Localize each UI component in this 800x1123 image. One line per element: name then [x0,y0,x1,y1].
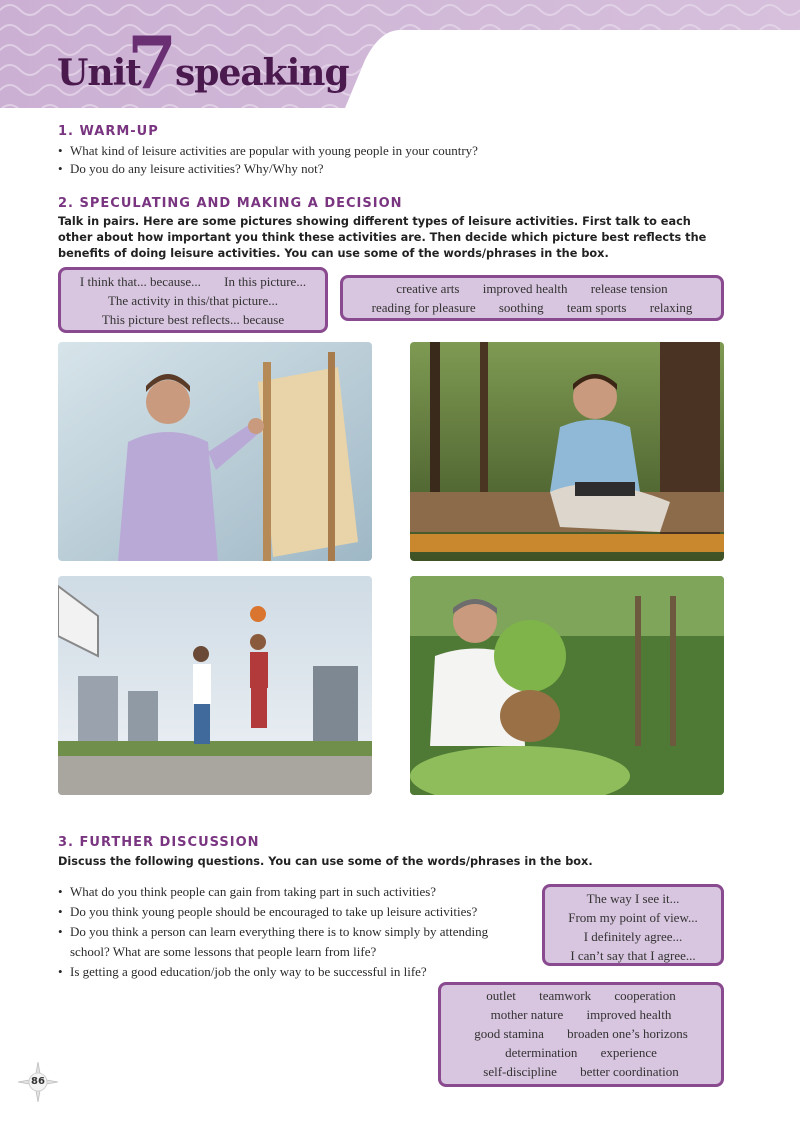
phrase: In this picture... [224,274,307,289]
word: determination [505,1045,578,1060]
list-item-continuation: school? What are some lessons that people learn from life? [70,944,377,959]
list-item: • What do you think people can gain from taking part in such activities? [58,882,538,902]
unit-word: Unit [57,52,141,94]
page-number-badge [18,1062,58,1102]
header-banner [0,0,800,112]
unit-number: 7 [127,20,178,105]
word: experience [600,1045,657,1060]
discussion-list [58,882,538,982]
speculating-heading: 2. SPECULATING AND MAKING A DECISION [58,196,403,211]
word-box-2 [438,982,724,1087]
word: outlet [486,988,516,1003]
phrase-box-1 [58,267,328,333]
word: relaxing [649,300,693,315]
word: cooperation [614,988,676,1003]
word: soothing [498,300,544,315]
list-item: • Do you do any leisure activities? Why/Why not? [58,160,478,178]
word: better coordination [580,1064,679,1079]
gardener-photo [410,576,724,795]
list-item: • Is getting a good education/job the only way to be successful in life? [58,962,538,982]
painter-photo [58,342,372,561]
list-item: • What kind of leisure activities are popular with young people in your country? [58,142,478,160]
list-item: • Do you think young people should be encouraged to take up leisure activities? [58,902,538,922]
speculating-instruction: Talk in pairs. Here are some pictures showing different types of leisure activities. First talk to each other about how important you think these activities are. Then decide which picture best reflects the benefits of doing leisure activities. You can use some of the words/phrases in the box. [58,215,707,260]
phrase: From my point of view... [568,910,698,925]
word: improved health [482,281,568,296]
phrase: I think that... because... [79,274,201,289]
word: teamwork [539,988,592,1003]
warmup-heading: 1. WARM-UP [58,124,159,139]
word: team sports [566,300,627,315]
list-item: • Do you think a person can learn everything there is to know simply by attending [58,922,538,942]
unit-skill: speaking [175,52,349,94]
phrase: The activity in this/that picture... [107,293,279,308]
word: release tension [590,281,668,296]
word: reading for pleasure [371,300,476,315]
word: good stamina [474,1026,544,1041]
phrase: I definitely agree... [583,929,683,944]
word: mother nature [490,1007,564,1022]
discussion-heading: 3. FURTHER DISCUSSION [58,835,260,850]
phrase: The way I see it... [586,891,680,906]
reader-photo [410,342,724,561]
word: improved health [586,1007,672,1022]
phrase-box-2 [542,884,724,966]
word: creative arts [396,281,460,296]
discussion-instruction: Discuss the following questions. You can use some of the words/phrases in the box. [58,855,593,868]
word: self-discipline [483,1064,557,1079]
page-number: 86 [31,1076,45,1087]
word-box-1 [340,275,724,321]
warmup-list [58,142,478,178]
phrase: This picture best reflects... because [101,312,285,327]
basketball-photo [58,576,372,795]
phrase: I can’t say that I agree... [570,948,696,963]
word: broaden one’s horizons [567,1026,688,1041]
